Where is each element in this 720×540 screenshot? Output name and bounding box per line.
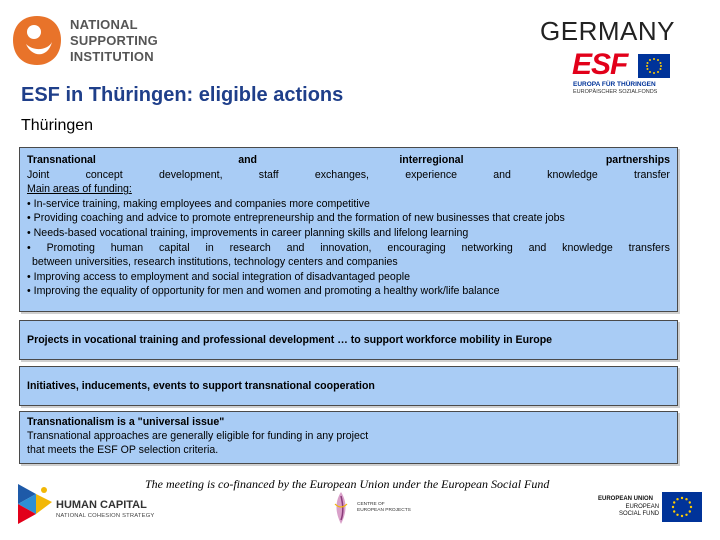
word: partnerships: [605, 154, 670, 166]
word: knowledge: [562, 241, 613, 254]
word: Transnational: [27, 154, 96, 166]
region-subtitle: Thüringen: [21, 117, 94, 134]
cep-line-2: EUROPEAN PROJECTS: [357, 508, 411, 513]
nsi-logo-icon: [12, 14, 62, 66]
vocational-projects-text: Projects in vocational training and professional development … to support workforce mobility in Europe: [27, 334, 553, 346]
word: Joint: [27, 168, 50, 181]
institution-name: [70, 17, 158, 65]
eu-line-3: SOCIAL FUND: [619, 511, 660, 517]
cep-logo-icon: [330, 490, 352, 526]
funding-bullet: • Improving the equality of opportunity for men and women and promoting a healthy work/life balance: [27, 285, 500, 298]
funding-bullet: • In-service training, making employees and companies more competitive: [27, 197, 370, 210]
word: exchanges,: [314, 168, 369, 181]
funding-bullet: [27, 241, 670, 256]
funding-bullet: • Improving access to employment and social integration of disadvantaged people: [27, 270, 410, 283]
word: and: [238, 154, 258, 166]
funding-bullet: • Needs-based vocational training, improvements in career planning skills and lifelong learning: [27, 226, 469, 239]
initiatives-box: [19, 366, 678, 406]
word: transfer: [634, 168, 670, 181]
word: interregional: [399, 154, 464, 166]
word: and: [286, 241, 305, 254]
eu-line-2: EUROPEAN: [625, 504, 660, 510]
word: staff: [258, 168, 279, 181]
human-capital-subtitle: NATIONAL COHESION STRATEGY: [56, 513, 155, 519]
institution-line-1: NATIONAL: [70, 17, 138, 32]
word: Promoting: [46, 241, 95, 254]
initiatives-text: Initiatives, inducements, events to support transnational cooperation: [27, 380, 375, 392]
eu-flag-icon: [662, 492, 702, 522]
joint-concept-line: [27, 168, 670, 183]
esf-logo-line-2: EUROPÄISCHER SOZIALFONDS: [573, 89, 658, 95]
funding-areas-box: [19, 147, 678, 312]
word: in: [205, 241, 214, 254]
institution-line-2: SUPPORTING: [70, 33, 158, 48]
word: experience: [405, 168, 458, 181]
cep-name: [357, 502, 411, 514]
word: networking: [461, 241, 513, 254]
transnationalism-line-1: Transnational approaches are generally eligible for funding in any project: [27, 430, 369, 442]
word: and: [493, 168, 511, 181]
word: encouraging: [387, 241, 446, 254]
transnationalism-heading: Transnationalism is a "universal issue": [27, 416, 225, 428]
partnerships-line: [27, 153, 670, 168]
esf-eu-flag-icon: [638, 54, 670, 78]
funding-bullet: • Providing coaching and advice to promote entrepreneurship and the formation of new businesses that create jobs: [27, 212, 565, 225]
word: knowledge: [547, 168, 598, 181]
eu-fund-label: [619, 504, 659, 518]
institution-line-3: INSTITUTION: [70, 49, 154, 64]
esf-logo-letters: ESF: [572, 48, 628, 81]
word: transfers: [628, 241, 670, 254]
word: development,: [158, 168, 223, 181]
eu-label: EUROPEAN UNION: [598, 496, 654, 502]
word: •: [27, 241, 31, 254]
human-capital-logo-icon: [14, 480, 54, 526]
word: capital: [159, 241, 190, 254]
cep-line-1: CENTRE OF: [357, 502, 385, 507]
page-title: ESF in Thüringen: eligible actions: [21, 84, 344, 106]
word: innovation,: [320, 241, 372, 254]
transnationalism-line-2: that meets the ESF OP selection criteria.: [27, 444, 219, 456]
word: concept: [85, 168, 123, 181]
vocational-projects-box: [19, 320, 678, 360]
human-capital-title: HUMAN CAPITAL: [56, 499, 147, 511]
esf-logo-line-1: EUROPA FÜR THÜRINGEN: [573, 81, 656, 88]
cofinancing-note: The meeting is co-financed by the European Union under the European Social Fund: [145, 477, 550, 491]
funding-bullet-continuation: between universities, research institutions, technology centers and companies: [32, 256, 398, 269]
word: human: [110, 241, 144, 254]
word: research: [229, 241, 271, 254]
country-label: GERMANY: [540, 16, 675, 46]
word: and: [528, 241, 547, 254]
funding-heading: Main areas of funding:: [27, 183, 132, 196]
transnationalism-box: [19, 411, 678, 464]
